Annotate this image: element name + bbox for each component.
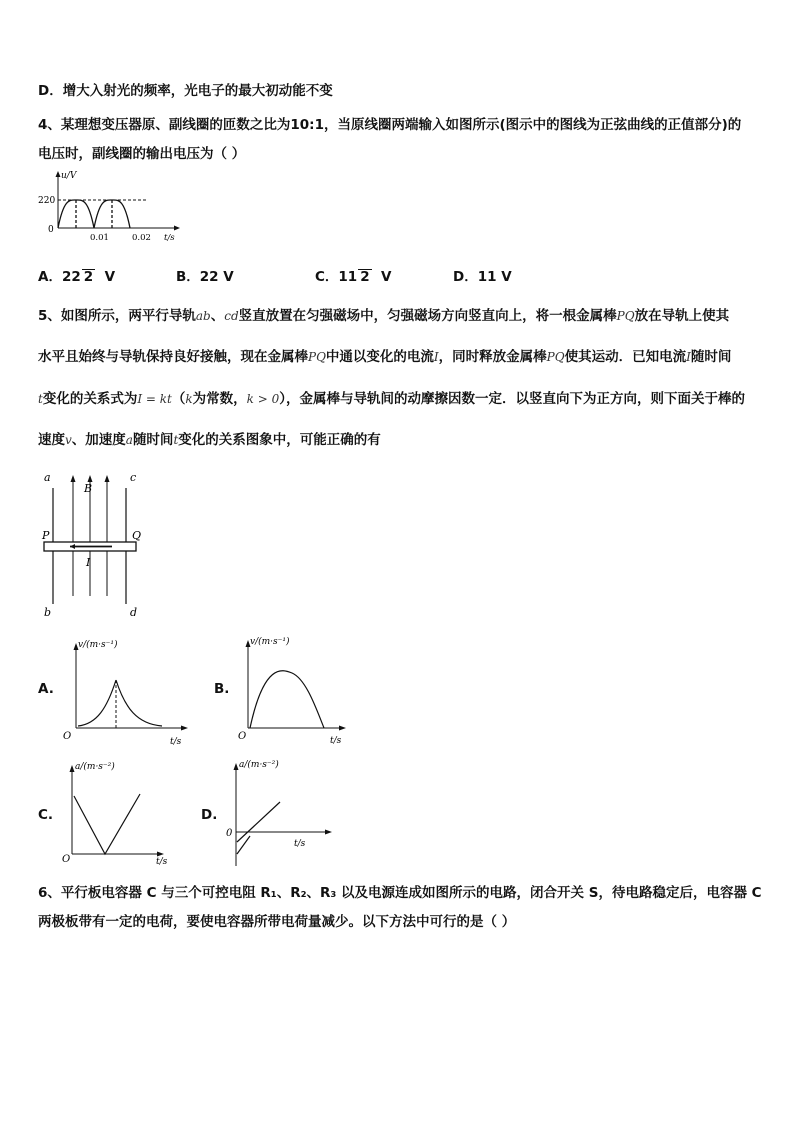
graph-c-origin: O [62,854,71,865]
graph-c-y-label: a/(m·s⁻²) [75,762,115,772]
graph-a-y-label: v/(m·s⁻¹) [78,640,118,650]
field-label-b: B [84,482,93,495]
graph-d-x-label: t/s [294,839,306,849]
graph-b-letter: B. [214,681,230,697]
q4-x-label: t/s [164,233,175,243]
question-4-line-2: 电压时，副线圈的输出电压为（ ） [38,146,246,162]
q4-option-d: D．11 V [453,269,512,285]
graph-b [234,633,352,748]
graph-d-letter: D. [201,807,218,823]
q4-x-tick-1: 0.01 [90,233,109,243]
rail-label-a: a [44,471,51,484]
rail-label-b: b [44,606,52,619]
graph-a [62,636,192,748]
graph-a-letter: A. [38,681,54,697]
graph-d [222,756,340,872]
current-label-i: I [86,556,91,569]
graph-d-y-label: a/(m·s⁻²) [239,760,279,770]
q4-voltage-graph [36,168,186,244]
graph-b-y-label: v/(m·s⁻¹) [250,637,290,647]
graph-b-x-label: t/s [330,736,342,746]
rod-end-q: Q [132,529,142,542]
graph-b-origin: O [238,731,247,742]
question-5-line-2: 水平且始终与导轨保持良好接触，现在金属棒PQ中通以变化的电流I，同时释放金属棒PQ使其运动．已知电流I随时间 [38,349,732,365]
rails-figure [36,466,156,620]
graph-a-origin: O [63,731,72,742]
rail-label-d: d [130,606,138,619]
rail-label-c: c [130,471,137,484]
question-5-line-1: 5、如图所示，两平行导轨ab、cd竖直放置在匀强磁场中，匀强磁场方向竖直向上，将一根金属棒PQ放在导轨上使其 [38,308,730,324]
q4-x-tick-2: 0.02 [132,233,151,243]
q4-origin: 0 [48,225,54,235]
graph-c-x-label: t/s [156,857,168,867]
question-4-line-1: 4、某理想变压器原、副线圈的匝数之比为10:1，当原线圈两端输入如图所示(图示中的图线为正弦曲线的正值部分)的 [38,117,742,133]
question-6-line-2: 两极板带有一定的电荷，要使电容器所带电荷量减少。以下方法中可行的是（ ） [38,914,516,930]
q4-option-b: B．22 V [176,269,234,285]
graph-a-x-label: t/s [170,737,182,747]
q4-option-c: C．11 2 V [315,269,392,285]
graph-c-letter: C. [38,807,54,823]
question-5-line-4: 速度v、加速度a随时间t变化的关系图象中，可能正确的有 [38,432,381,448]
graph-d-origin: 0 [226,828,233,839]
graph-c [62,758,182,868]
question-6-line-1: 6、平行板电容器 C 与三个可控电阻 R₁、R₂、R₃ 以及电源连成如图所示的电路，闭合开关 S，待电路稳定后，电容器 C [38,885,762,901]
q4-option-a: A．22 2 V [38,269,116,285]
rod-end-p: P [42,529,50,542]
q4-y-tick: 220 [38,196,56,206]
q4-y-label: u/V [61,171,77,181]
option-d-previous: D．增大入射光的频率，光电子的最大初动能不变 [38,83,333,99]
question-5-line-3: t变化的关系式为I = kt（k为常数，k > 0），金属棒与导轨间的动摩擦因数一定．以竖直向下为正方向，则下面关于棒的 [38,391,745,407]
